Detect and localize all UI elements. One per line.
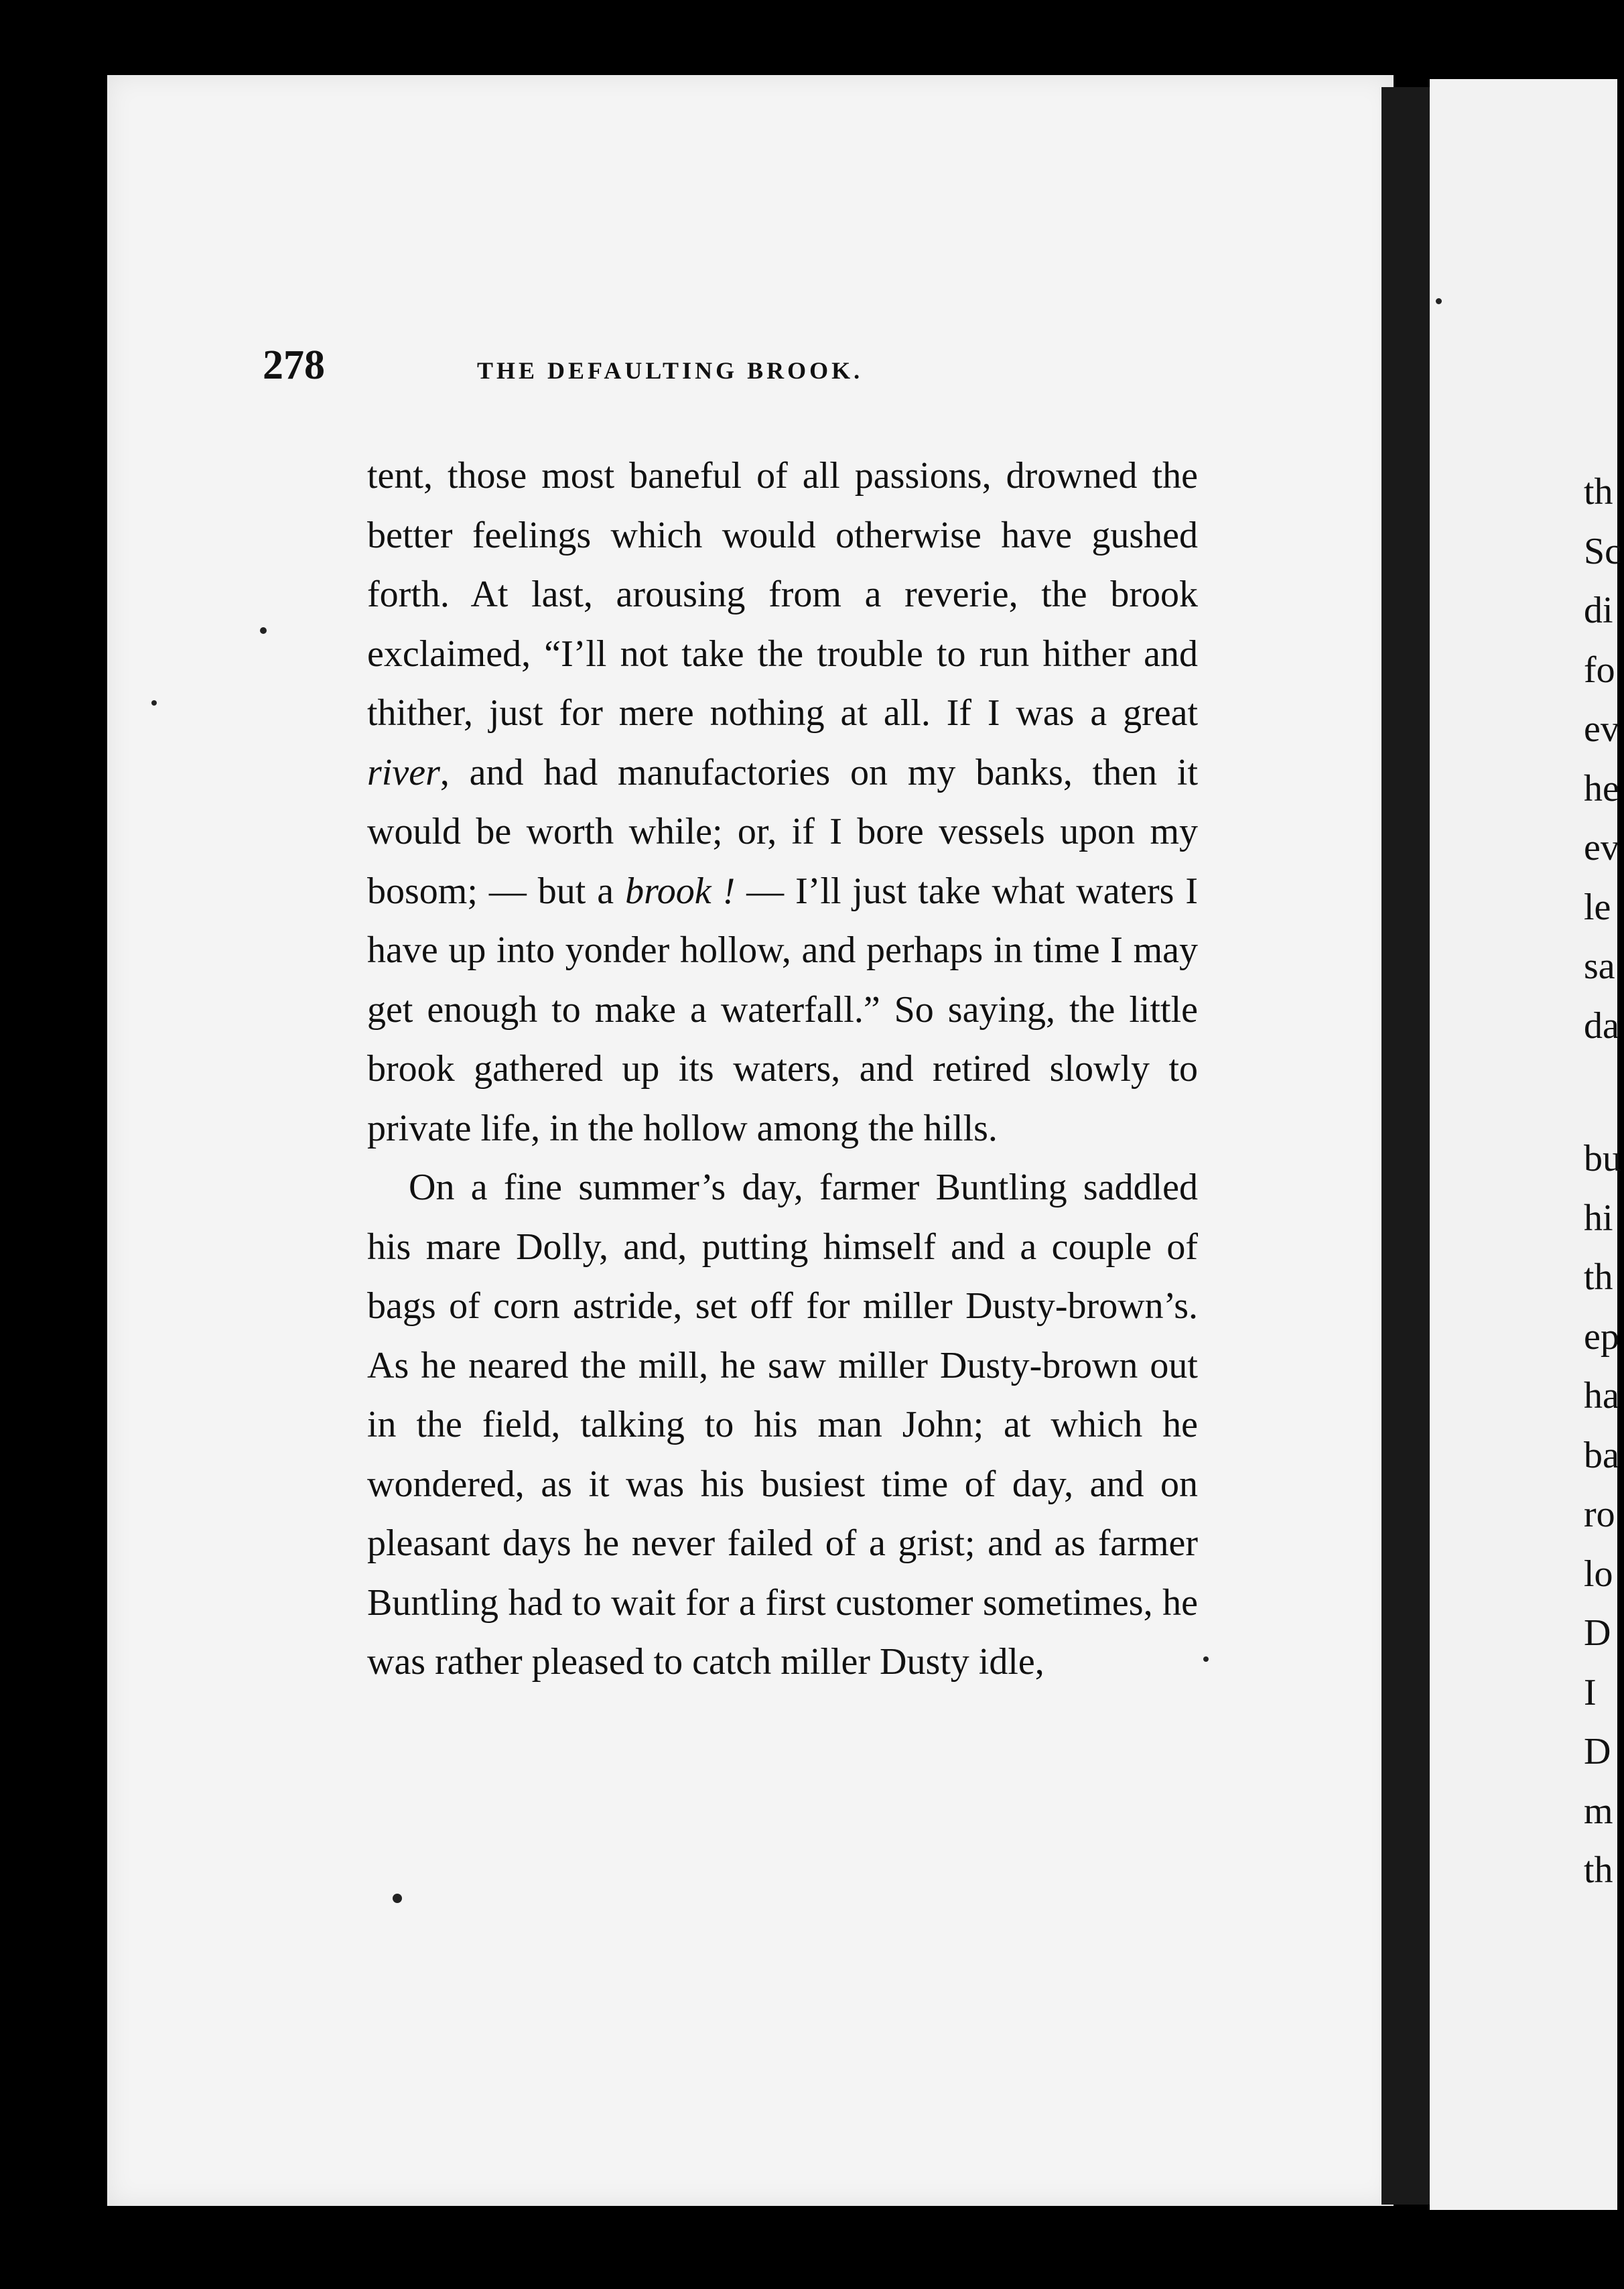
paragraph-1 bbox=[367, 446, 1198, 1158]
fragment-line: ro bbox=[1584, 1494, 1615, 1535]
fragment-line: m bbox=[1584, 1790, 1613, 1832]
italic-river: river bbox=[367, 751, 440, 793]
paragraph-1-part-a: tent, those most baneful of all passions, drowned the better feelings which would otherwise have gushed forth. At last, arousing from a reverie, the brook exclaimed, “I’ll not take the trouble to run hither and thither, just for mere nothing at all. If I was a great bbox=[367, 455, 1198, 734]
ink-speck bbox=[393, 1894, 402, 1903]
fragment-line: bu bbox=[1584, 1138, 1621, 1179]
fragment-line: sa bbox=[1584, 945, 1615, 987]
fragment-line: di bbox=[1584, 590, 1613, 631]
fragment-line: ba bbox=[1584, 1434, 1619, 1476]
fragment-line: fo bbox=[1584, 649, 1615, 691]
ink-speck bbox=[151, 700, 157, 706]
paragraph-1-part-c: — I’ll just take what waters I have up into yonder hollow, and perhaps in time I may get enough to make a waterfall.” So saying, the little brook gathered up its waters, and retired slowly to private life, in the hollow among the hills. bbox=[367, 870, 1199, 1149]
fragment-line: th bbox=[1584, 1256, 1613, 1298]
body-text bbox=[367, 446, 1198, 1692]
fragment-line: lo bbox=[1584, 1553, 1613, 1595]
book-gutter bbox=[1381, 87, 1430, 2205]
facing-page-fragments bbox=[1584, 462, 1624, 1900]
fragment-line: ev bbox=[1584, 708, 1619, 750]
fragment-gap bbox=[1584, 1055, 1624, 1129]
fragment-line: le bbox=[1584, 886, 1611, 928]
fragment-line: D bbox=[1584, 1731, 1611, 1772]
fragment-line: th bbox=[1584, 471, 1613, 513]
paragraph-2: On a fine summer’s day, farmer Buntling saddled his mare Dolly, and, putting himself and a couple of bags of corn astride, set off for miller Dusty-brown’s. As he neared the mill, he saw miller Dusty-brown out in the field, talking to his man John; at which he wondered, as it was his busiest time of day, and on pleasant days he never failed of a grist; and as farmer Buntling had to wait for a first customer sometimes, he was rather pleased to catch miller Dusty idle, bbox=[367, 1167, 1198, 1683]
ink-speck bbox=[1436, 298, 1442, 304]
fragment-line: th bbox=[1584, 1849, 1613, 1891]
fragment-line: hi bbox=[1584, 1197, 1613, 1239]
paragraph-1-part-b: , and had manufactories on my banks, then it would be worth while; or, if I bore vessels upon my bosom; — but a bbox=[367, 751, 1198, 912]
fragment-line: ep bbox=[1584, 1315, 1619, 1358]
page-number: 278 bbox=[263, 342, 325, 388]
fragment-line: he bbox=[1584, 767, 1619, 809]
italic-brook: brook ! bbox=[625, 870, 736, 912]
fragment-line: Sc bbox=[1584, 530, 1621, 572]
fragment-line: ev bbox=[1584, 827, 1619, 868]
running-head bbox=[263, 342, 1201, 395]
fragment-line: D bbox=[1584, 1612, 1611, 1654]
ink-speck bbox=[260, 627, 267, 634]
fragment-line: da bbox=[1584, 1004, 1619, 1047]
fragment-line: ha bbox=[1584, 1375, 1619, 1417]
ink-speck bbox=[1203, 1656, 1209, 1662]
running-title: THE DEFAULTING BROOK. bbox=[477, 357, 864, 384]
fragment-line: I bbox=[1584, 1671, 1597, 1713]
